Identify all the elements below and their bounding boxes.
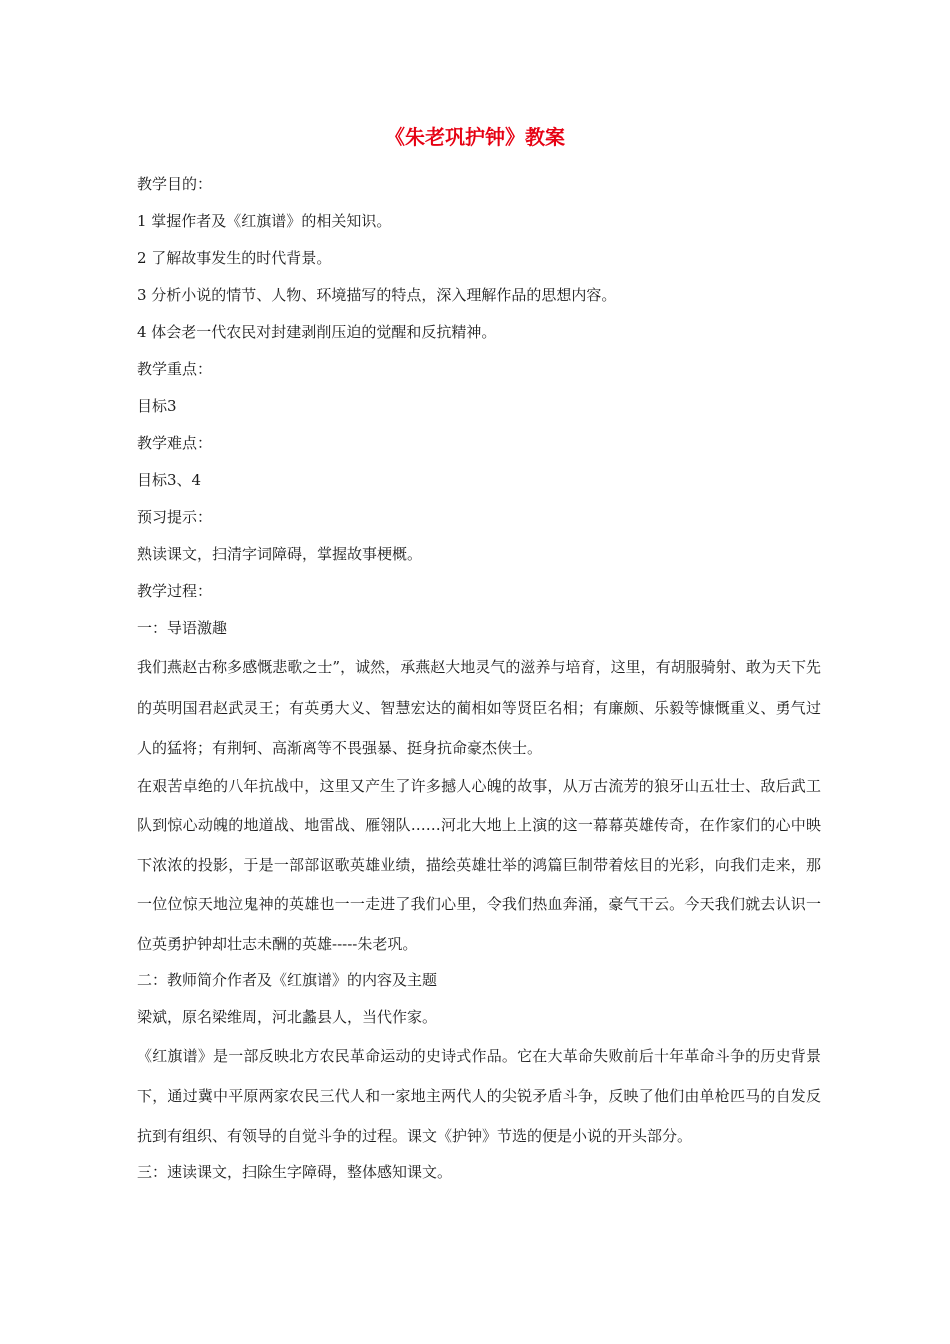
section-label-difficulty: 教学难点： [137, 434, 213, 452]
section-label-objectives: 教学目的： [137, 175, 213, 193]
author-line: 梁斌，原名梁维周，河北蠡县人，当代作家。 [137, 1008, 438, 1026]
preview-text: 熟读课文，扫清字词障碍，掌握故事梗概。 [137, 545, 423, 563]
document-title: 《朱老巩护钟》教案 [385, 125, 565, 149]
intro-paragraph-1: 我们燕赵古称多感慨悲歌之士”，诚然，承燕赵大地灵气的滋养与培育，这里，有胡服骑射、敢为天下先的英明国君赵武灵王；有英勇大义、智慧宏达的蔺相如等贤臣名相；有廉颇、乐毅等慷慨重义、勇气过人的猛将；有荆轲、高渐离等不畏强暴、挺身抗命豪杰侠士。 [137, 658, 821, 757]
section-label-focus: 教学重点： [137, 360, 213, 378]
objective-item-4: 4 体会老一代农民对封建剥削压迫的觉醒和反抗精神。 [137, 323, 497, 341]
section-label-preview: 预习提示： [137, 508, 213, 526]
document-body [137, 166, 821, 1191]
heading-intro: 一：导语激趣 [137, 619, 228, 637]
focus-value: 目标3 [137, 397, 177, 415]
heading-speed-reading: 三：速读课文，扫除生字障碍，整体感知课文。 [137, 1163, 453, 1181]
objective-item-2: 2 了解故事发生的时代背景。 [137, 249, 332, 267]
objective-item-3: 3 分析小说的情节、人物、环境描写的特点，深入理解作品的思想内容。 [137, 286, 617, 304]
novel-paragraph: 《红旗谱》是一部反映北方农民革命运动的史诗式作品。它在大革命失败前后十年革命斗争的历史背景下，通过冀中平原两家农民三代人和一家地主两代人的尖锐矛盾斗争，反映了他们由单枪匹马的自发反抗到有组织、有领导的自觉斗争的过程。课文《护钟》节选的便是小说的开头部分。 [137, 1047, 821, 1145]
heading-author: 二：教师简介作者及《红旗谱》的内容及主题 [137, 971, 438, 989]
section-label-process: 教学过程： [137, 582, 213, 600]
objective-item-1: 1 掌握作者及《红旗谱》的相关知识。 [137, 212, 392, 230]
difficulty-value: 目标3、4 [137, 471, 202, 489]
intro-paragraph-2: 在艰苦卓绝的八年抗战中，这里又产生了许多撼人心魄的故事，从万古流芳的狼牙山五壮士、敌后武工队到惊心动魄的地道战、地雷战、雁翎队……河北大地上上演的这一幕幕英雄传奇，在作家们的心中映下浓浓的投影，于是一部部讴歌英雄业绩，描绘英雄壮举的鸿篇巨制带着炫目的光彩，向我们走来，那一位位惊天地泣鬼神的英雄也一一走进了我们心里，令我们热血奔涌，豪气干云。今天我们就去认识一位英勇护钟却壮志未酬的英雄-----朱老巩。 [137, 776, 821, 953]
